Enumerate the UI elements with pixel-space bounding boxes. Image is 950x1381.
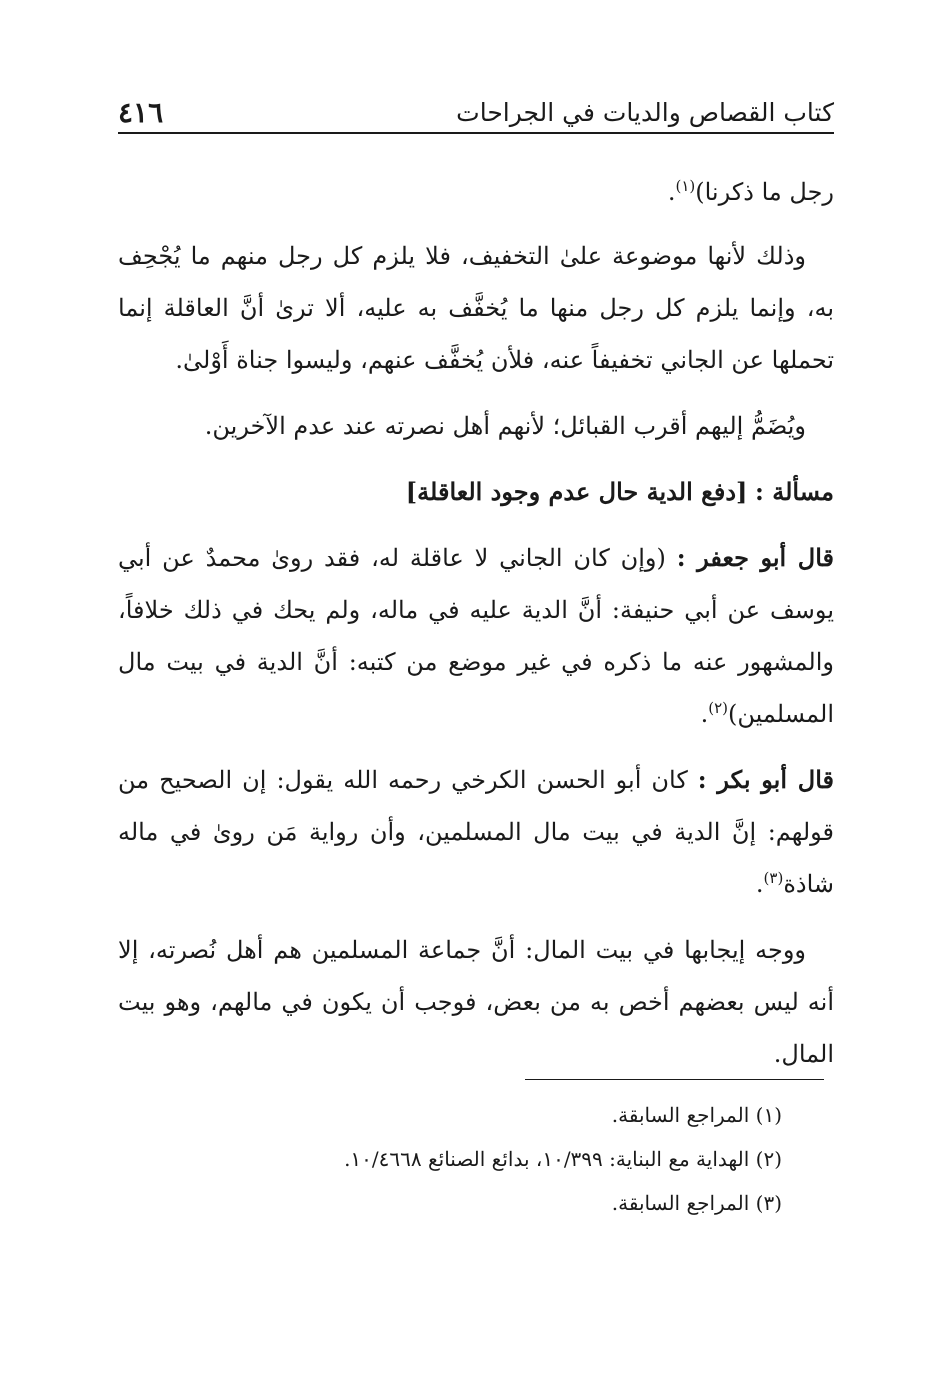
paragraph-continuation: رجل ما ذكرنا)$^{(١)}$. bbox=[667, 177, 834, 206]
paragraph-abu-jafar: قال أبو جعفر : (وإن كان الجاني لا عاقلة له، فقد روىٰ محمدٌ عن أبي يوسف عن أبي حنيفة: أنَّ الدية عليه في ماله، ولم يحك في ذلك خلافاً، والمشهور عنه ما ذكره في غير موضع من كتبه: أنَّ الدية في بيت مال المسلمين)$^{(٢)}$. bbox=[118, 543, 834, 728]
issue-heading bbox=[118, 466, 834, 518]
main-text bbox=[118, 166, 834, 1094]
speaker-abu-jafar: قال أبو جعفر : bbox=[676, 543, 834, 572]
page-number: ٤١٦ bbox=[118, 96, 164, 129]
paragraph-reason: وذلك لأنها موضوعة علىٰ التخفيف، فلا يلزم كل رجل منهم ما يُجْحِف به، وإنما يلزم كل رجل منها ما يُخفَّف به عليه، ألا ترىٰ أنَّ العاقلة إنما تحملها عن الجاني تخفيفاً عنه، فلأن يُخفَّف عنهم، وليسوا جناة أَوْلىٰ. bbox=[118, 242, 834, 374]
footnote-ref-2[interactable]: (٢) bbox=[708, 699, 729, 717]
footnotes bbox=[118, 1093, 782, 1225]
paragraph-tribes: ويُضَمُّ إليهم أقرب القبائل؛ لأنهم أهل نصرته عند عدم الآخرين. bbox=[204, 412, 806, 440]
footnote-1: (١) المراجع السابقة. bbox=[611, 1103, 782, 1127]
footnote-separator bbox=[525, 1079, 824, 1080]
footnote-ref-3[interactable]: (٣) bbox=[763, 869, 784, 887]
paragraph-abu-bakr: قال أبو بكر : كان أبو الحسن الكرخي رحمه الله يقول: إن الصحيح من قولهم: إنَّ الدية في بيت مال المسلمين، وأن رواية مَن روىٰ في ماله شاذة$^{(٣)}$. bbox=[118, 765, 834, 898]
book-title: كتاب القصاص والديات في الجراحات bbox=[456, 98, 834, 127]
issue-label: مسألة : bbox=[755, 477, 834, 506]
page-header bbox=[118, 90, 834, 134]
footnote-ref-1[interactable]: (١) bbox=[675, 177, 696, 195]
footnote-3: (٣) المراجع السابقة. bbox=[611, 1191, 782, 1215]
footnote-2: (٢) الهداية مع البناية: ١٠/٣٩٩، بدائع الصنائع ١٠/٤٦٦٨. bbox=[344, 1147, 782, 1171]
issue-title: [دفع الدية حال عدم وجود العاقلة] bbox=[405, 477, 748, 506]
paragraph-treasury: ووجه إيجابها في بيت المال: أنَّ جماعة المسلمين هم أهل نُصرته، إلا أنه ليس بعضهم أخص به من بعض، فوجب أن يكون في مالهم، وهو بيت المال. bbox=[118, 936, 834, 1068]
speaker-abu-bakr: قال أبو بكر : bbox=[697, 765, 834, 794]
